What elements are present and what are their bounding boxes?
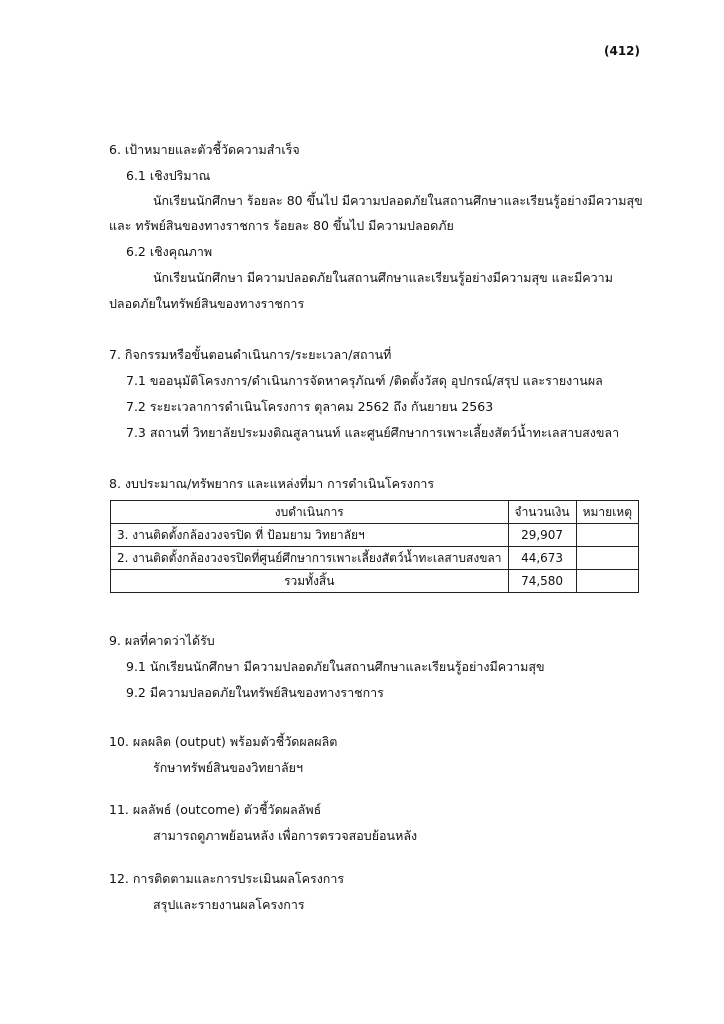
table-cell-amount: 29,907	[508, 524, 576, 547]
table-total-amount: 74,580	[508, 570, 576, 593]
section-12-heading: 12. การติดตามและการประเมินผลโครงการ	[109, 871, 345, 886]
table-total-row	[111, 570, 639, 593]
section-9-item-1: 9.1 นักเรียนนักศึกษา มีความปลอดภัยในสถานศึกษาและเรียนรู้อย่างมีความสุข	[126, 659, 545, 674]
table-cell-note	[576, 547, 638, 570]
section-10-text: รักษาทรัพย์สินของวิทยาลัยฯ	[153, 760, 303, 775]
section-11-text: สามารถดูภาพย้อนหลัง เพื่อการตรวจสอบย้อนหลัง	[153, 828, 418, 843]
page-number: (412)	[604, 44, 641, 58]
section-6-2-text-line-1: นักเรียนนักศึกษา มีความปลอดภัยในสถานศึกษาและเรียนรู้อย่างมีความสุข และมีความ	[153, 270, 613, 285]
section-6-heading: 6. เป้าหมายและตัวชี้วัดความสำเร็จ	[109, 142, 300, 157]
section-7-item-2: 7.2 ระยะเวลาการดำเนินโครงการ ตุลาคม 2562 ถึง กันยายน 2563	[126, 399, 494, 414]
table-cell-item: 2. งานติดตั้งกล้องวงจรปิดที่ศูนย์ศึกษาการเพาะเลี้ยงสัตว์น้ำทะเลสาบสงขลา	[111, 547, 509, 570]
section-6-1-heading: 6.1 เชิงปริมาณ	[126, 168, 211, 183]
table-row	[111, 547, 639, 570]
section-8-heading: 8. งบประมาณ/ทรัพยากร และแหล่งที่มา การดำเนินโครงการ	[109, 476, 435, 491]
table-total-note	[576, 570, 638, 593]
section-6-1-text-line-2: และ ทรัพย์สินของทางราชการ ร้อยละ 80 ขึ้นไป มีความปลอดภัย	[109, 218, 454, 233]
section-7-item-3: 7.3 สถานที่ วิทยาลัยประมงติณสูลานนท์ และศูนย์ศึกษาการเพาะเลี้ยงสัตว์น้ำทะเลสาบสงขลา	[126, 425, 620, 440]
section-12-text: สรุปและรายงานผลโครงการ	[153, 897, 305, 912]
section-9-item-2: 9.2 มีความปลอดภัยในทรัพย์สินของทางราชการ	[126, 685, 384, 700]
section-6-2-heading: 6.2 เชิงคุณภาพ	[126, 244, 213, 259]
table-header-amount: จำนวนเงิน	[508, 501, 576, 524]
table-row	[111, 524, 639, 547]
table-total-label: รวมทั้งสิ้น	[111, 570, 509, 593]
table-cell-amount: 44,673	[508, 547, 576, 570]
section-7-heading: 7. กิจกรรมหรือขั้นตอนดำเนินการ/ระยะเวลา/สถานที่	[109, 347, 392, 362]
table-header-item: งบดำเนินการ	[111, 501, 509, 524]
table-cell-note	[576, 524, 638, 547]
table-header-row	[111, 501, 639, 524]
budget-table	[110, 500, 639, 593]
section-7-item-1: 7.1 ขออนุมัติโครงการ/ดำเนินการจัดหาครุภัณฑ์ /ติดตั้งวัสดุ อุปกรณ์/สรุป และรายงานผล	[126, 373, 603, 388]
section-9-heading: 9. ผลที่คาดว่าได้รับ	[109, 633, 215, 648]
table-cell-item: 3. งานติดตั้งกล้องวงจรปิด ที่ ป้อมยาม วิทยาลัยฯ	[111, 524, 509, 547]
section-11-heading: 11. ผลลัพธ์ (outcome) ตัวชี้วัดผลลัพธ์	[109, 802, 322, 817]
section-10-heading: 10. ผลผลิต (output) พร้อมตัวชี้วัดผลผลิต	[109, 734, 338, 749]
section-6-2-text-line-2: ปลอดภัยในทรัพย์สินของทางราชการ	[109, 296, 305, 311]
table-header-note: หมายเหตุ	[576, 501, 638, 524]
section-6-1-text-line-1: นักเรียนนักศึกษา ร้อยละ 80 ขึ้นไป มีความปลอดภัยในสถานศึกษาและเรียนรู้อย่างมีความสุข	[153, 193, 643, 208]
